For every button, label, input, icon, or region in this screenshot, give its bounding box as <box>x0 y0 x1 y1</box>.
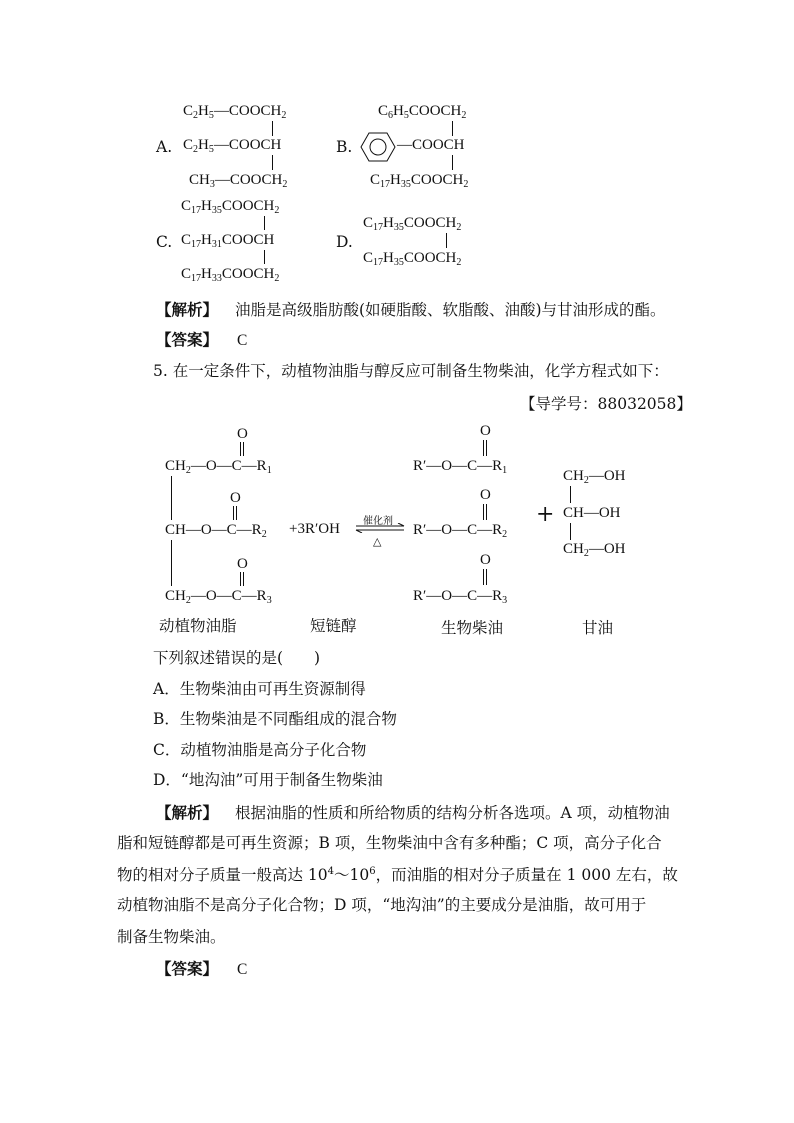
q4-answer <box>156 332 247 349</box>
analysis-text: 油脂是高级脂肪酸(如硬脂酸、软脂酸、油酸)与甘油形成的酯。 <box>234 301 666 319</box>
tg-bond-2-3 <box>171 540 172 586</box>
q4-c-line2: $C_{17}H_{31}COOCH$ <box>181 232 275 250</box>
answer-tag: 【答案】 <box>156 330 219 349</box>
ester-o3: O <box>480 552 491 568</box>
ester-dbl2a <box>483 504 484 520</box>
analysis-tag: 【解析】 <box>156 803 219 822</box>
label-alcohol: 短链醇 <box>310 617 357 635</box>
tg-bond-1-2 <box>171 476 172 520</box>
q4-a-bond2 <box>272 155 273 170</box>
tg-dbl1a <box>240 442 241 456</box>
q5-analysis-line5: 制备生物柴油。 <box>117 928 226 946</box>
heat-symbol: △ <box>373 535 382 548</box>
q5-option-c: C．动植物油脂是高分子化合物 <box>153 741 367 759</box>
tg-dbl3b <box>243 572 244 586</box>
tg-dbl2b <box>236 506 237 520</box>
ester-dbl3a <box>483 569 484 585</box>
q5-stem: 5. 在一定条件下，动植物油脂与醇反应可制备生物柴油，化学方程式如下： <box>153 362 669 380</box>
glycerol-row3: $CH_2—OH$ <box>563 541 626 559</box>
tg-o3: O <box>237 556 248 572</box>
exponent-4: 4 <box>327 866 335 877</box>
q4-b-bond2 <box>452 155 453 170</box>
label-biodiesel: 生物柴油 <box>441 619 504 637</box>
tg-dbl2a <box>233 506 234 520</box>
guide-number: 【导学号：88032058】 <box>520 395 692 413</box>
analysis-text-1: 根据油脂的性质和所给物质的结构分析各选项。A 项，动植物油 <box>234 804 670 822</box>
plus-sign: + <box>536 502 555 527</box>
q5-answer <box>156 961 247 978</box>
q5-analysis-line4: 动植物油脂不是高分子化合物；D 项，“地沟油”的主要成分是油脂，故可用于 <box>117 896 647 914</box>
glycerol-bond2 <box>570 523 571 540</box>
ester-row1: $R'—O—C—R_1$ <box>413 458 508 476</box>
tg-o1: O <box>237 426 248 442</box>
q4-d-line2: $C_{17}H_{35}COOCH_2$ <box>363 250 462 268</box>
ester-row3: $R'—O—C—R_3$ <box>413 588 508 606</box>
q4-b-line2: —COOCH <box>397 137 465 153</box>
tg-dbl1b <box>243 442 244 456</box>
q4-d-label: D. <box>336 233 353 251</box>
analysis-text-3a: 物的相对分子质量一般高达 10 <box>117 866 328 885</box>
q4-c-line3: $C_{17}H_{33}COOCH_2$ <box>181 266 280 284</box>
ester-dbl1b <box>486 440 487 456</box>
answer-value: C <box>236 961 248 978</box>
reversible-arrow-icon <box>354 523 406 533</box>
analysis-text-3c: ，而油脂的相对分子质量在 1 000 左右，故 <box>375 866 678 885</box>
tg-row2: $CH—O—C—R_2$ <box>165 522 267 540</box>
ester-dbl3b <box>486 569 487 585</box>
q4-b-line1: $C_6H_5COOCH_2$ <box>378 103 467 121</box>
q4-b-line3: $C_{17}H_{35}COOCH_2$ <box>370 172 469 190</box>
answer-value: C <box>236 332 248 349</box>
glycerol-row2: CH—OH <box>563 505 621 521</box>
q4-c-bond2 <box>264 250 265 264</box>
ester-o2: O <box>480 487 491 503</box>
q4-a-line1: $C_2H_5—COOCH_2$ <box>183 103 287 121</box>
q4-d-bond <box>446 233 447 248</box>
label-oil: 动植物油脂 <box>159 617 237 635</box>
q4-a-line2: $C_2H_5—COOCH$ <box>183 137 282 155</box>
analysis-text-3b: ～10 <box>334 866 370 885</box>
ester-dbl1a <box>483 440 484 456</box>
q4-a-label: A. <box>156 138 173 156</box>
catalyst-label: 催化剂 <box>363 516 393 527</box>
answer-tag: 【答案】 <box>156 959 219 978</box>
analysis-tag: 【解析】 <box>156 300 219 319</box>
q4-a-bond1 <box>272 121 273 136</box>
benzene-ring-icon <box>360 131 396 163</box>
tg-row3: $CH_2—O—C—R_3$ <box>165 588 272 606</box>
q4-analysis <box>156 302 666 319</box>
tg-row1: $CH_2—O—C—R_1$ <box>165 458 272 476</box>
tg-o2: O <box>230 490 241 506</box>
reagent: +3R′OH <box>289 521 340 537</box>
q5-option-d: D．“地沟油”可用于制备生物柴油 <box>153 771 383 789</box>
q5-analysis-line3 <box>117 867 678 884</box>
ester-o1: O <box>480 423 491 439</box>
q4-d-line1: $C_{17}H_{35}COOCH_2$ <box>363 215 462 233</box>
q4-c-line1: $C_{17}H_{35}COOCH_2$ <box>181 198 280 216</box>
q5-option-b: B．生物柴油是不同酯组成的混合物 <box>153 710 397 728</box>
tg-dbl3a <box>240 572 241 586</box>
q5-analysis-line2: 脂和短链醇都是可再生资源；B 项，生物柴油中含有多种酯；C 项，高分子化合 <box>117 834 662 852</box>
ester-dbl2b <box>486 504 487 520</box>
q4-a-line3: $CH_3—COOCH_2$ <box>189 172 288 190</box>
q5-question: 下列叙述错误的是( ) <box>153 649 321 667</box>
q5-option-a: A．生物柴油由可再生资源制得 <box>153 680 366 698</box>
glycerol-row1: $CH_2—OH$ <box>563 468 626 486</box>
q4-b-label: B. <box>336 138 353 156</box>
ester-row2: $R'—O—C—R_2$ <box>413 522 508 540</box>
exponent-6: 6 <box>369 866 376 877</box>
label-glycerol: 甘油 <box>582 619 614 637</box>
glycerol-bond1 <box>570 486 571 503</box>
q4-c-label: C. <box>156 233 173 251</box>
q4-c-bond1 <box>264 216 265 230</box>
q4-b-bond1 <box>452 121 453 136</box>
q5-analysis-line1 <box>156 805 670 822</box>
